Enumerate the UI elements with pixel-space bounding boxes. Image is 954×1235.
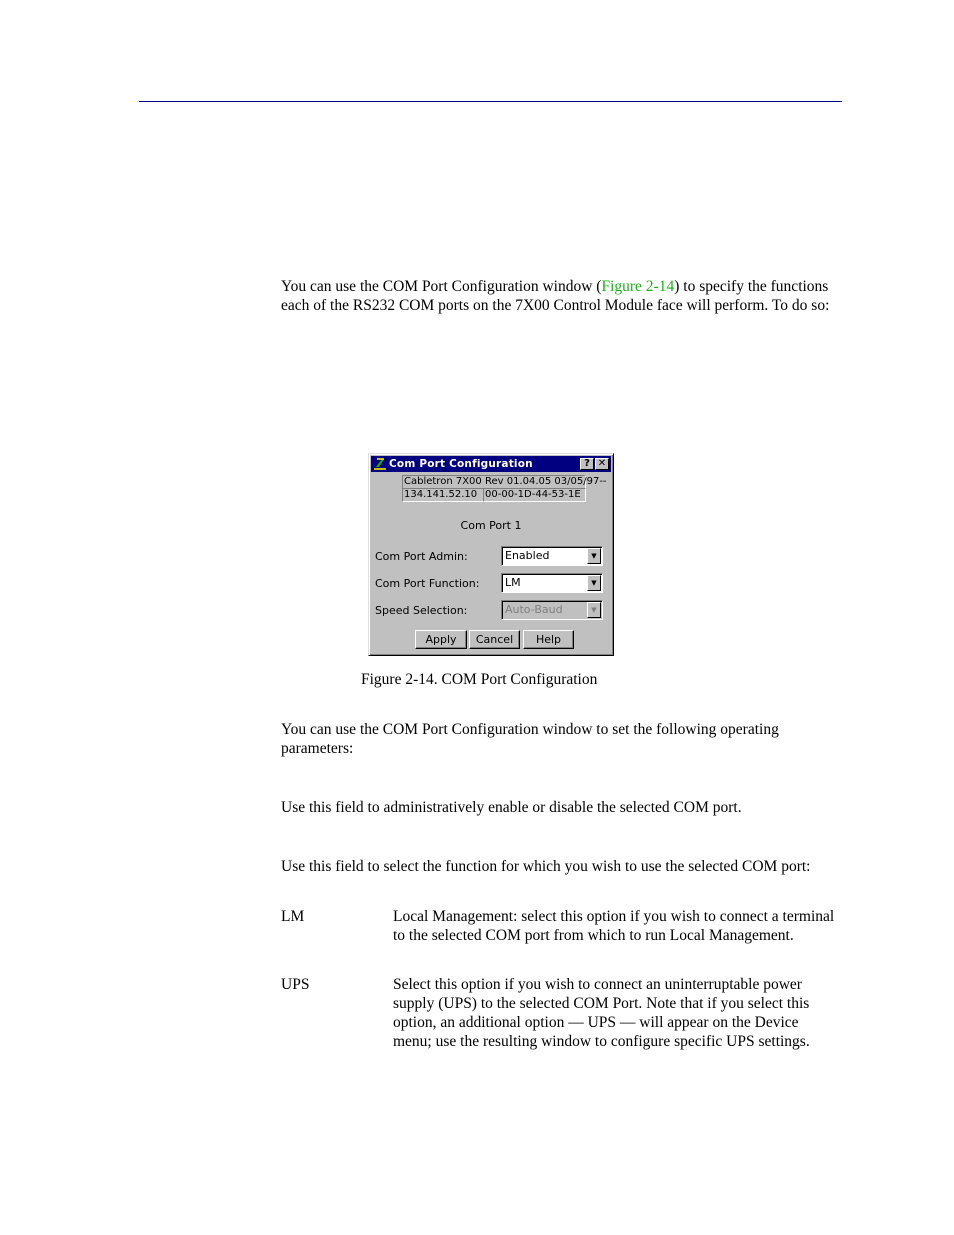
help-button[interactable]: Help bbox=[523, 630, 574, 649]
figure-link[interactable]: Figure 2-14 bbox=[601, 278, 675, 295]
ip-address-field: 134.141.52.10 bbox=[402, 488, 484, 502]
com-port-configuration-dialog bbox=[368, 453, 614, 656]
chevron-down-icon[interactable]: ▼ bbox=[587, 575, 601, 591]
chevron-down-icon[interactable]: ▼ bbox=[587, 548, 601, 564]
function-description: Use this field to select the function for which you wish to use the selected COM port: bbox=[281, 858, 811, 875]
cancel-button[interactable]: Cancel bbox=[469, 630, 520, 649]
com-port-admin-label: Com Port Admin: bbox=[375, 550, 468, 563]
figure-caption: Figure 2-14. COM Port Configuration bbox=[361, 671, 598, 688]
option-desc-ups: Select this option if you wish to connect an uninterruptable power supply (UPS) to the selected COM Port. Note that if you select this option, an additional option — UPS — will appear on the Device menu; use the resulting window to configure specific UPS settings. bbox=[393, 976, 810, 1050]
apply-button[interactable]: Apply bbox=[415, 630, 467, 649]
app-icon bbox=[373, 457, 387, 471]
com-port-function-value: LM bbox=[505, 576, 521, 589]
com-port-label: Com Port 1 bbox=[460, 519, 522, 532]
dialog-titlebar bbox=[371, 456, 611, 472]
device-info-field: Cabletron 7X00 Rev 01.04.05 03/05/97-- bbox=[404, 476, 607, 487]
option-term-ups: UPS bbox=[281, 976, 310, 993]
intro-text-end: ) to specify the functions each of the RS232 COM ports on the 7X00 Control Module face will perform. To do so: bbox=[281, 278, 830, 314]
speed-selection-label: Speed Selection: bbox=[375, 604, 468, 617]
admin-description: Use this field to administratively enable or disable the selected COM port. bbox=[281, 799, 742, 816]
option-desc-lm: Local Management: select this option if you wish to connect a terminal to the selected COM port from which to run Local Management. bbox=[393, 908, 835, 944]
com-port-function-label: Com Port Function: bbox=[375, 577, 480, 590]
close-icon[interactable]: ✕ bbox=[595, 458, 609, 470]
com-port-function-select[interactable] bbox=[501, 573, 603, 593]
option-term-lm: LM bbox=[281, 908, 305, 925]
speed-selection-value: Auto-Baud bbox=[505, 603, 563, 616]
intro-text-start: You can use the COM Port Configuration window ( bbox=[281, 278, 602, 295]
speed-selection-select bbox=[501, 600, 603, 620]
com-port-admin-select[interactable] bbox=[501, 546, 603, 566]
dialog-title: Com Port Configuration bbox=[389, 458, 533, 470]
mac-address-field: 00-00-1D-44-53-1E bbox=[483, 488, 586, 502]
header-rule bbox=[139, 101, 842, 102]
chevron-down-icon: ▼ bbox=[587, 602, 601, 618]
com-port-admin-value: Enabled bbox=[505, 549, 550, 562]
title-help-button[interactable]: ? bbox=[580, 458, 594, 470]
parameters-intro: You can use the COM Port Configuration window to set the following operating parameters: bbox=[281, 721, 779, 757]
intro-paragraph bbox=[281, 277, 841, 315]
